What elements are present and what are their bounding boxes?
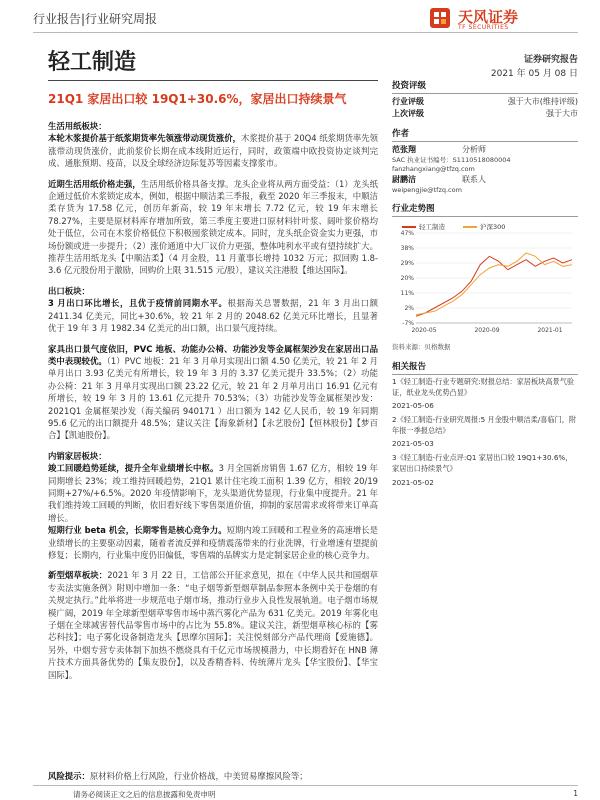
section-paragraph — [48, 178, 378, 277]
rating-value: 强于大市(维持评级) — [507, 97, 578, 106]
prev-rating-value: 强于大市 — [546, 109, 578, 118]
section-text: 根据海关总署数据，21 年 3 月出口额 2411.34 亿美元，同比+30.6%，较 21 年 2 月的 2048.62 亿美元环比增长，且显著优于 19 年 3 月 1982.34 亿美元的出口额，出口景气度持续。 — [48, 298, 378, 334]
logo-en: TF SECURITIES — [458, 24, 509, 31]
section-paragraph — [48, 462, 378, 524]
page-number: 1 — [573, 789, 578, 798]
section-paragraph — [48, 132, 378, 169]
section-paragraph — [48, 524, 378, 561]
report-type: 证券研究报告 — [523, 55, 578, 65]
trend-heading: 行业走势图 — [392, 203, 578, 217]
section-lead: 短期行业 beta 机会，长期零售是核心竞争力。 — [48, 525, 227, 536]
related-report[interactable]: 2《轻工制造-行业研究周报:5 月金股中顺洁柔/喜临门，附年报一季报总结》 — [392, 415, 577, 435]
legend-swatch — [402, 226, 416, 228]
legend-label: 沪深300 — [480, 223, 506, 231]
section-furniture-export — [48, 343, 378, 442]
risk-text: 原材料价格上行风险，行业价格战，中美贸易摩擦风险等； — [89, 771, 308, 781]
legend-item — [402, 221, 445, 233]
section-paragraph — [48, 297, 378, 334]
section-title: 内销家居板块： — [48, 450, 107, 461]
brand-logo — [428, 4, 578, 34]
author-row — [392, 144, 578, 156]
section-text: （1）PVC 地板：21 年 3 月单月实现出口额 4.50 亿美元，较 21 年 2 月单月出口 3.93 亿美元有所增长，较 19 年 3 月的 3.37 亿美元提升 33.5%；（2）功能办公椅：21 年 3 月单月实现出口额 23.22 亿元，较 21 年 2 月单月出口 16.91 亿元有所增长，较 19 年 3 月的 13.61 亿元提升 70.53%；（3）功能沙发等金属框架沙发：2021Q1 金属框架沙发（海关编码 940171 ）出口额为 142 亿人民币，较 19 年同期 95.6 亿元的出口额提升 48.5%；建议关注【海象新材】【永艺股份】【恒林股份】【梦百合】【凯迪股份】。 — [48, 355, 379, 441]
author-row — [392, 174, 578, 186]
section-text: 短期内竣工回暖和工程业务的高速增长是业绩增长的主要驱动因素，随着者流反弹和疫情震荡带来的行业洗牌，行业增速有望提前修复；长期内，行业集中度仍旧偏低，零售端的品牌实力是定制家居企业的核心竞争力。 — [48, 525, 378, 560]
y-tick-label: 38% — [400, 245, 414, 252]
related-report[interactable]: 3《轻工制造-行业点评:Q1 家居出口较 19Q1+30.6%，家居出口持续景气》 — [392, 453, 573, 473]
sidebar — [392, 80, 578, 492]
footer — [33, 785, 578, 799]
section-lead: 本轮木浆提价基于纸浆期货率先领涨带动现货涨价， — [48, 133, 241, 144]
author-name: 范张翔 — [392, 145, 416, 154]
section-title: 新型烟草板块： — [48, 570, 108, 581]
legend-swatch — [463, 226, 477, 228]
y-tick-label: 47% — [400, 230, 414, 237]
trend-chart — [392, 219, 578, 339]
author-email[interactable]: weipengjie@tfzq.com — [392, 186, 462, 194]
section-lead: 近期生活用纸价格走强， — [48, 178, 141, 189]
section-lead: 竣工回暖趋势延续，提升全年业绩增长中枢。 — [48, 463, 219, 474]
footer-disclaimer: 请务必阅读正文之后的信息披露和免责申明 — [73, 790, 216, 799]
section-tobacco — [48, 569, 378, 681]
related-date: 2021-05-03 — [392, 439, 434, 449]
rating-row — [392, 96, 578, 108]
rating-heading: 投资评级 — [392, 80, 578, 94]
section-title: 出口板块： — [48, 285, 90, 296]
related-date: 2021-05-02 — [392, 477, 434, 487]
logo-icon — [428, 6, 452, 30]
x-tick-label: 2021-01 — [537, 327, 563, 334]
logo-name: 天风证券 — [458, 8, 519, 26]
risk-note — [48, 770, 308, 782]
legend-label: 轻工制造 — [419, 223, 445, 231]
series-line — [416, 256, 572, 316]
top-divider — [33, 32, 578, 33]
section-text: 生活用纸价格具备支撑。龙头企业将从两方面受益：（1）龙头纸企通过低价木浆锁定成本，例如，根据中顺洁柔三季报，截至 2020 年三季报末，中顺洁柔存货为 17.58 亿元，创历年新高，较 19 年末增长 7.72 亿元，较 19 年末增长 78.27%，主要是原材料库存增加所致，第三季度主要进口原材料针叶浆、阔叶浆价格均处于低位，公司在木浆价格低位下积极囤浆锁定成本。同时，龙头纸企资金实力更强，市场份额或进一步提升；（2）涨价通道中大厂议价力更强，整体吨利水平或有望持续扩大。推荐生活用纸龙头【中顺洁柔】（4 月金股，11 月董事长增持 1032 万元；拟回购 1.8-3.6 亿元股份用于激励，回购价上限 31.515 元/股），建议关注港股【维达国际】。 — [48, 178, 379, 276]
header-category: 行业报告|行业研究周报 — [33, 12, 158, 26]
report-subtitle: 21Q1 家居出口较 19Q1+30.6%，家居出口持续景气 — [48, 92, 347, 106]
author-name: 尉鹏洁 — [392, 175, 416, 184]
chart-legend — [402, 221, 505, 233]
title-divider — [48, 80, 378, 81]
author-role: 分析师 — [462, 145, 486, 154]
risk-label: 风险提示： — [48, 771, 90, 781]
prev-rating-label: 上次评级 — [392, 109, 424, 118]
y-tick-label: 29% — [400, 260, 414, 267]
section-title: 生活用纸板块： — [48, 121, 107, 131]
chart-source: 资料来源：贝格数据 — [392, 343, 451, 351]
section-text: 2021 年 3 月 22 日，工信部公开征求意见，拟在《中华人民共和国烟草专卖法实施条例》附则中增加一条：“电子烟等新型烟草制品参照本条例中关于卷烟的有关规定执行。”此举将进一步规范电子烟市场，推动行业步入良性发展轨道。电子烟市场规模广阔，2019 年全球新型烟草零售市场中蒸汽雾化产品为 631 亿美元。2019 年雾化电子烟在全球减害替代品零售市场中的占比为 55.8%。建议关注，新型烟草核心标的【雾芯科技】；电子雾化设备制造龙头【思摩尔国际】；关注悦刻部分产品代理商【爱施德】。另外，中烟专营专卖体制下加热不燃烧具有千亿元市场规模潜力，中长期看好在 HNB 薄片技术方面具备优势的【集友股份】，以及香精香料、传统薄片龙头【华宝股份】、【华宝国际】。 — [48, 570, 379, 680]
section-paragraph — [48, 569, 378, 681]
section-text: 木浆提价基于 20Q4 纸浆期货率先领涨带动现货涨价，此前浆价长期在成本线附近运行，同时，政策端中欧投资协定谈判完成、通胀预期、疫苗，以及全球经济边际复苏等因素支撑浆市。 — [48, 133, 379, 169]
x-tick-label: 2020-05 — [411, 327, 437, 334]
author-sac: SAC 执业证书编号：S1110518080004 — [392, 156, 511, 164]
related-report[interactable]: 1《轻工制造-行业专题研究:财报总结：家居板块高景气验证，纸业龙头优势凸显》 — [392, 377, 575, 397]
page-title: 轻工制造 — [48, 50, 137, 75]
section-tissue-price — [48, 178, 378, 277]
legend-item — [463, 221, 505, 233]
report-date: 2021 年 05 月 08 日 — [490, 69, 578, 79]
section-lead: 家具出口景气度依旧，PVC 地板、功能办公椅、功能沙发等金属框架沙发在家居出口品类中表现较优。 — [48, 343, 378, 366]
prev-rating-row — [392, 108, 578, 120]
section-paragraph — [48, 343, 378, 442]
x-tick-label: 2020-09 — [474, 327, 500, 334]
section-tissue — [48, 120, 378, 170]
rating-label: 行业评级 — [392, 97, 424, 106]
y-tick-label: 11% — [400, 290, 414, 297]
report-body — [48, 120, 378, 689]
author-email[interactable]: fanzhangxiang@tfzq.com — [392, 165, 475, 173]
y-tick-label: -7% — [402, 320, 414, 327]
section-text: 3 月全国新房销售 1.67 亿方，相较 19 年同期增长 23%；竣工维持回暖趋势，21Q1 累计住宅竣工面积 1.39 亿方，相较 20/19 同期+27%/+6.5%。2020 年疫情影响下，龙头渠道优势显现，行业集中度提升。21 年我们维持竣工回暖的判断，依旧看好线下零售渠道价值，抑制的家居需求或将带来订单高增长。 — [48, 463, 379, 523]
trend-plot — [392, 219, 578, 339]
section-domestic — [48, 450, 378, 562]
author-role: 联系人 — [462, 175, 486, 184]
related-date: 2021-05-06 — [392, 401, 434, 411]
author-heading: 作者 — [392, 128, 578, 142]
related-heading: 相关报告 — [392, 361, 578, 375]
y-tick-label: 2% — [404, 305, 414, 312]
section-export — [48, 285, 378, 335]
y-tick-label: 20% — [400, 275, 414, 282]
section-lead: 3 月出口环比增长，且优于疫情前同期水平。 — [48, 298, 228, 309]
